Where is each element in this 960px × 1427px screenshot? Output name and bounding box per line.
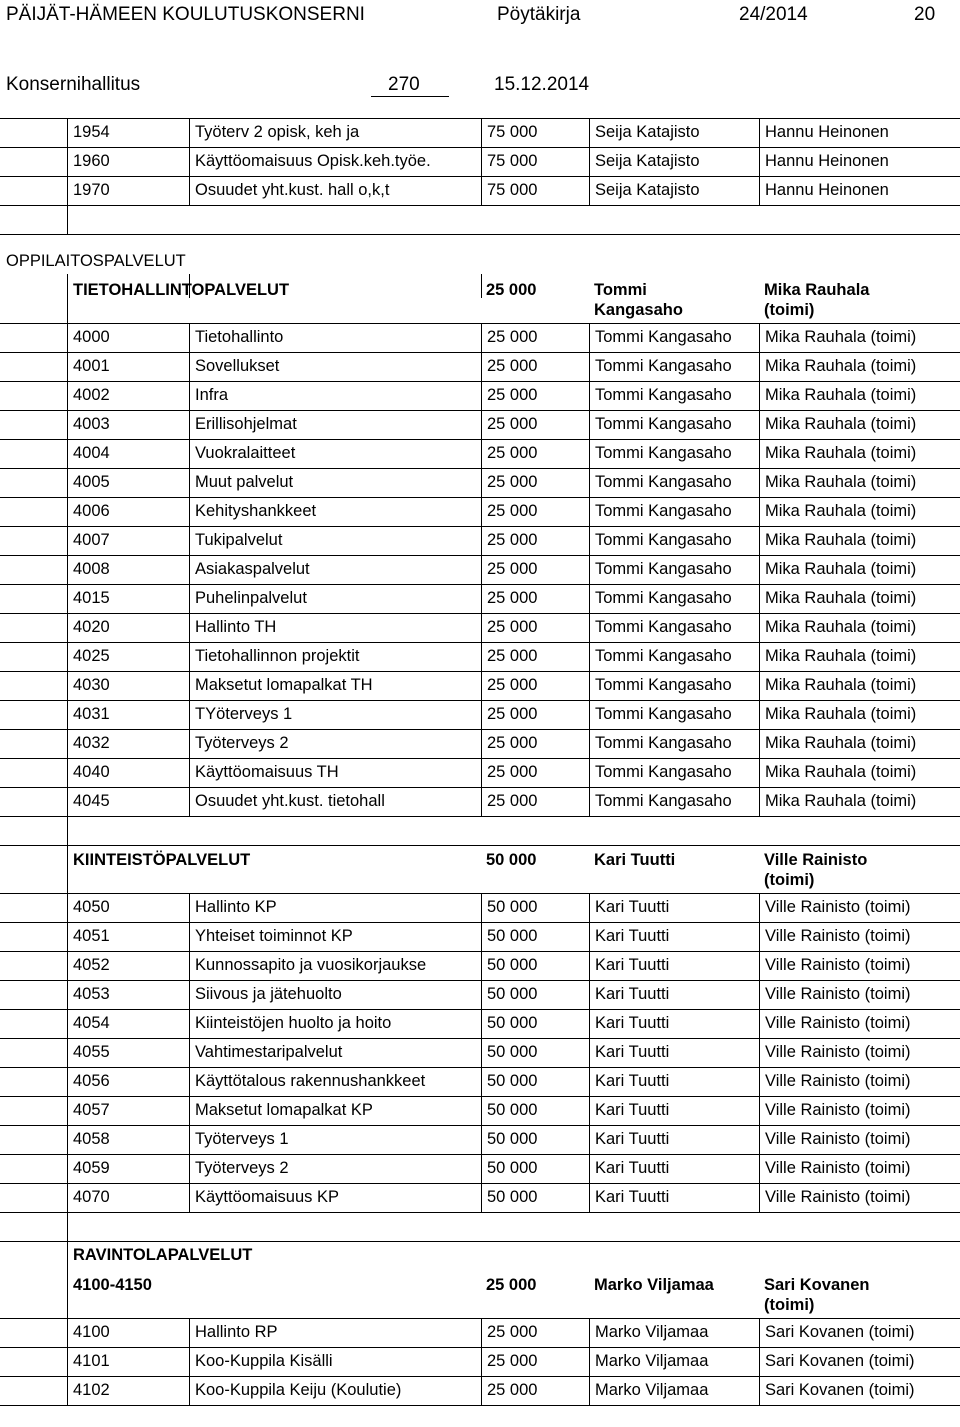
account-name: Työterveys 1 [189, 1125, 481, 1154]
account-name: Käyttöomaisuus Opisk.keh.työe. [189, 147, 481, 176]
approver: Kari Tuutti [589, 1009, 759, 1038]
approver: Tommi Kangasaho [589, 381, 759, 410]
account-name: Kehityshankkeet [189, 497, 481, 526]
acceptor: Mika Rauhala (toimi) [759, 410, 960, 439]
account-name: Käyttötalous rakennushankkeet [189, 1067, 481, 1096]
table-row [0, 410, 960, 439]
approver: Tommi Kangasaho [589, 410, 759, 439]
org-name: PÄIJÄT-HÄMEEN KOULUTUSKONSERNI [6, 4, 365, 25]
account-code: 1954 [67, 118, 189, 147]
amount: 50 000 [481, 893, 589, 922]
spacer-cell [67, 205, 189, 234]
account-name: Kiinteistöjen huolto ja hoito [189, 1009, 481, 1038]
approver: Kari Tuutti [589, 1038, 759, 1067]
account-name: Työterveys 2 [189, 1154, 481, 1183]
account-code: 4030 [67, 671, 189, 700]
amount: 50 000 [481, 1038, 589, 1067]
table-row [0, 1376, 960, 1405]
table-row [0, 1125, 960, 1154]
account-name: Koo-Kuppila Kisälli [189, 1347, 481, 1376]
table-row [0, 555, 960, 584]
table-row [0, 922, 960, 951]
account-code: 4045 [67, 787, 189, 816]
acceptor: Ville Rainisto (toimi) [759, 893, 960, 922]
account-name: Työterv 2 opisk, keh ja [189, 118, 481, 147]
account-code: 4057 [67, 1096, 189, 1125]
account-name: Käyttöomaisuus TH [189, 758, 481, 787]
account-code: 4040 [67, 758, 189, 787]
table-row [0, 1038, 960, 1067]
table-row [0, 1096, 960, 1125]
approver: Tommi Kangasaho [589, 613, 759, 642]
acceptor: Mika Rauhala (toimi) [759, 729, 960, 758]
acceptor: Hannu Heinonen [759, 176, 960, 205]
amount: 50 000 [481, 1009, 589, 1038]
table-row [0, 1009, 960, 1038]
table-row [0, 758, 960, 787]
approver: Tommi Kangasaho [589, 584, 759, 613]
account-code: 4100 [67, 1318, 189, 1347]
table-row [0, 381, 960, 410]
account-code: 4002 [67, 381, 189, 410]
approver: Tommi Kangasaho [589, 323, 759, 352]
amount: 50 000 [481, 1096, 589, 1125]
table-row [0, 700, 960, 729]
account-code: 4050 [67, 893, 189, 922]
table-row [0, 613, 960, 642]
acceptor: Hannu Heinonen [759, 147, 960, 176]
account-code: 4059 [67, 1154, 189, 1183]
approver: Kari Tuutti [589, 1183, 759, 1212]
account-name: Maksetut lomapalkat KP [189, 1096, 481, 1125]
spacer-cell [67, 816, 189, 845]
group-title: 4100-4150 [67, 1270, 481, 1328]
spacer-cell [67, 1212, 189, 1241]
amount: 25 000 [481, 555, 589, 584]
table-row [0, 1183, 960, 1212]
table-row [0, 951, 960, 980]
amount: 25 000 [481, 526, 589, 555]
account-name: Vahtimestaripalvelut [189, 1038, 481, 1067]
account-code: 4053 [67, 980, 189, 1009]
approver: Tommi Kangasaho [589, 671, 759, 700]
amount: 75 000 [481, 176, 589, 205]
acceptor: Ville Rainisto (toimi) [759, 1154, 960, 1183]
approver: Tommi Kangasaho [589, 497, 759, 526]
approver: Tommi Kangasaho [589, 642, 759, 671]
acceptor: Ville Rainisto (toimi) [759, 1096, 960, 1125]
amount: 25 000 [481, 497, 589, 526]
account-code: 1970 [67, 176, 189, 205]
account-name: Hallinto RP [189, 1318, 481, 1347]
account-code: 4008 [67, 555, 189, 584]
group-heading-row [0, 1241, 960, 1270]
acceptor: Ville Rainisto (toimi) [759, 1038, 960, 1067]
account-name: Koo-Kuppila Keiju (Koulutie) [189, 1376, 481, 1405]
amount: 50 000 [481, 1067, 589, 1096]
table-row [0, 729, 960, 758]
amount: 25 000 [481, 613, 589, 642]
row-rule [0, 234, 960, 235]
acceptor: Mika Rauhala (toimi) [759, 555, 960, 584]
group-acceptor: Mika Rauhala (toimi) [764, 281, 870, 319]
approver: Kari Tuutti [589, 1067, 759, 1096]
amount: 75 000 [481, 118, 589, 147]
amount: 25 000 [481, 410, 589, 439]
approver: Kari Tuutti [589, 980, 759, 1009]
amount: 25 000 [481, 352, 589, 381]
acceptor: Sari Kovanen (toimi) [759, 1318, 960, 1347]
group-acceptor: Sari Kovanen (toimi) [764, 1276, 870, 1314]
group-approver: Kari Tuutti [594, 851, 676, 869]
approver: Tommi Kangasaho [589, 729, 759, 758]
account-name: Infra [189, 381, 481, 410]
account-code: 4015 [67, 584, 189, 613]
account-code: 4055 [67, 1038, 189, 1067]
acceptor: Ville Rainisto (toimi) [759, 1183, 960, 1212]
account-code: 4056 [67, 1067, 189, 1096]
approver: Tommi Kangasaho [589, 555, 759, 584]
account-code: 4020 [67, 613, 189, 642]
amount: 25 000 [481, 758, 589, 787]
account-name: Työterveys 2 [189, 729, 481, 758]
amount: 50 000 [481, 980, 589, 1009]
table-row [0, 497, 960, 526]
account-code: 4051 [67, 922, 189, 951]
account-code: 1960 [67, 147, 189, 176]
account-name: Osuudet yht.kust. tietohall [189, 787, 481, 816]
account-code: 4004 [67, 439, 189, 468]
approver: Kari Tuutti [589, 922, 759, 951]
amount: 25 000 [481, 1347, 589, 1376]
amount: 50 000 [481, 1154, 589, 1183]
acceptor: Mika Rauhala (toimi) [759, 613, 960, 642]
amount: 25 000 [481, 671, 589, 700]
account-code: 4025 [67, 642, 189, 671]
acceptor: Mika Rauhala (toimi) [759, 700, 960, 729]
acceptor: Mika Rauhala (toimi) [759, 642, 960, 671]
group-title: KIINTEISTÖPALVELUT [67, 845, 481, 903]
group-amount: 50 000 [486, 851, 537, 869]
amount: 50 000 [481, 922, 589, 951]
meeting-date: 15.12.2014 [494, 74, 590, 95]
account-code: 4058 [67, 1125, 189, 1154]
table-row [0, 584, 960, 613]
approver: Kari Tuutti [589, 893, 759, 922]
table-row [0, 671, 960, 700]
amount: 25 000 [481, 323, 589, 352]
approver: Seija Katajisto [589, 118, 759, 147]
amount: 25 000 [481, 642, 589, 671]
table-row [0, 526, 960, 555]
acceptor: Ville Rainisto (toimi) [759, 951, 960, 980]
group-approver: Marko Viljamaa [594, 1276, 714, 1294]
amount: 25 000 [481, 468, 589, 497]
account-name: Erillisohjelmat [189, 410, 481, 439]
group-amount: 25 000 [486, 1276, 537, 1294]
account-code: 4054 [67, 1009, 189, 1038]
group-heading: RAVINTOLAPALVELUT [67, 1241, 467, 1270]
amount: 25 000 [481, 729, 589, 758]
account-code: 4031 [67, 700, 189, 729]
account-name: Käyttöomaisuus KP [189, 1183, 481, 1212]
doc-number: 24/2014 [739, 4, 808, 25]
account-name: Yhteiset toiminnot KP [189, 922, 481, 951]
table-row [0, 980, 960, 1009]
section-title: OPPILAITOSPALVELUT [6, 252, 186, 270]
acceptor: Ville Rainisto (toimi) [759, 1067, 960, 1096]
account-name: Siivous ja jätehuolto [189, 980, 481, 1009]
account-name: Tietohallinto [189, 323, 481, 352]
account-name: Kunnossapito ja vuosikorjaukse [189, 951, 481, 980]
table-row [0, 147, 960, 176]
amount: 25 000 [481, 439, 589, 468]
account-code: 4001 [67, 352, 189, 381]
amount: 50 000 [481, 1125, 589, 1154]
account-name: Tietohallinnon projektit [189, 642, 481, 671]
acceptor: Mika Rauhala (toimi) [759, 323, 960, 352]
table-row [0, 787, 960, 816]
account-code: 4070 [67, 1183, 189, 1212]
group-title: TIETOHALLINTOPALVELUT [67, 275, 481, 333]
amount: 25 000 [481, 787, 589, 816]
acceptor: Mika Rauhala (toimi) [759, 671, 960, 700]
approver: Tommi Kangasaho [589, 352, 759, 381]
approver: Kari Tuutti [589, 1096, 759, 1125]
meeting-body: Konsernihallitus [6, 74, 141, 95]
acceptor: Ville Rainisto (toimi) [759, 1125, 960, 1154]
acceptor: Ville Rainisto (toimi) [759, 1009, 960, 1038]
account-name: TYöterveys 1 [189, 700, 481, 729]
account-name: Muut palvelut [189, 468, 481, 497]
account-code: 4052 [67, 951, 189, 980]
amount: 25 000 [481, 1318, 589, 1347]
approver: Tommi Kangasaho [589, 700, 759, 729]
acceptor: Mika Rauhala (toimi) [759, 497, 960, 526]
table-row [0, 352, 960, 381]
table-row [0, 893, 960, 922]
amount: 50 000 [481, 951, 589, 980]
acceptor: Mika Rauhala (toimi) [759, 381, 960, 410]
amount: 25 000 [481, 1376, 589, 1405]
acceptor: Sari Kovanen (toimi) [759, 1347, 960, 1376]
approver: Marko Viljamaa [589, 1318, 759, 1347]
table-row [0, 642, 960, 671]
row-rule [0, 1405, 960, 1406]
acceptor: Mika Rauhala (toimi) [759, 526, 960, 555]
acceptor: Mika Rauhala (toimi) [759, 584, 960, 613]
group-approver: Tommi Kangasaho [594, 281, 683, 319]
approver: Kari Tuutti [589, 1154, 759, 1183]
approver: Marko Viljamaa [589, 1376, 759, 1405]
table-row [0, 1318, 960, 1347]
table-row [0, 439, 960, 468]
account-code: 4003 [67, 410, 189, 439]
table-row [0, 1154, 960, 1183]
approver: Kari Tuutti [589, 1125, 759, 1154]
acceptor: Mika Rauhala (toimi) [759, 787, 960, 816]
acceptor: Mika Rauhala (toimi) [759, 352, 960, 381]
approver: Seija Katajisto [589, 147, 759, 176]
table-row [0, 1347, 960, 1376]
acceptor: Sari Kovanen (toimi) [759, 1376, 960, 1405]
approver: Tommi Kangasaho [589, 787, 759, 816]
account-name: Vuokralaitteet [189, 439, 481, 468]
doc-type: Pöytäkirja [497, 4, 581, 25]
page-number: 20 [914, 4, 936, 25]
group-amount: 25 000 [486, 281, 537, 299]
account-name: Sovellukset [189, 352, 481, 381]
approver: Tommi Kangasaho [589, 758, 759, 787]
amount: 50 000 [481, 1183, 589, 1212]
group-acceptor: Ville Rainisto (toimi) [764, 851, 868, 889]
account-name: Hallinto KP [189, 893, 481, 922]
account-name: Hallinto TH [189, 613, 481, 642]
account-code: 4006 [67, 497, 189, 526]
approver: Marko Viljamaa [589, 1347, 759, 1376]
acceptor: Mika Rauhala (toimi) [759, 468, 960, 497]
acceptor: Ville Rainisto (toimi) [759, 980, 960, 1009]
acceptor: Mika Rauhala (toimi) [759, 758, 960, 787]
account-name: Asiakaspalvelut [189, 555, 481, 584]
account-code: 4005 [67, 468, 189, 497]
account-code: 4007 [67, 526, 189, 555]
account-name: Tukipalvelut [189, 526, 481, 555]
amount: 25 000 [481, 700, 589, 729]
approver: Tommi Kangasaho [589, 526, 759, 555]
acceptor: Hannu Heinonen [759, 118, 960, 147]
table-row [0, 1067, 960, 1096]
acceptor: Mika Rauhala (toimi) [759, 439, 960, 468]
spacer-row [0, 816, 960, 845]
approver: Tommi Kangasaho [589, 439, 759, 468]
spacer-row [0, 1212, 960, 1241]
account-name: Puhelinpalvelut [189, 584, 481, 613]
account-code: 4032 [67, 729, 189, 758]
table-row [0, 323, 960, 352]
account-code: 4000 [67, 323, 189, 352]
approver: Kari Tuutti [589, 951, 759, 980]
account-name: Osuudet yht.kust. hall o,k,t [189, 176, 481, 205]
amount: 25 000 [481, 381, 589, 410]
amount: 75 000 [481, 147, 589, 176]
table-row [0, 468, 960, 497]
table-row [0, 176, 960, 205]
spacer-row [0, 205, 960, 234]
account-code: 4101 [67, 1347, 189, 1376]
table-row [0, 118, 960, 147]
acceptor: Ville Rainisto (toimi) [759, 922, 960, 951]
account-code: 4102 [67, 1376, 189, 1405]
account-name: Maksetut lomapalkat TH [189, 671, 481, 700]
approver: Tommi Kangasaho [589, 468, 759, 497]
section-number: 270 [388, 74, 420, 95]
approver: Seija Katajisto [589, 176, 759, 205]
amount: 25 000 [481, 584, 589, 613]
